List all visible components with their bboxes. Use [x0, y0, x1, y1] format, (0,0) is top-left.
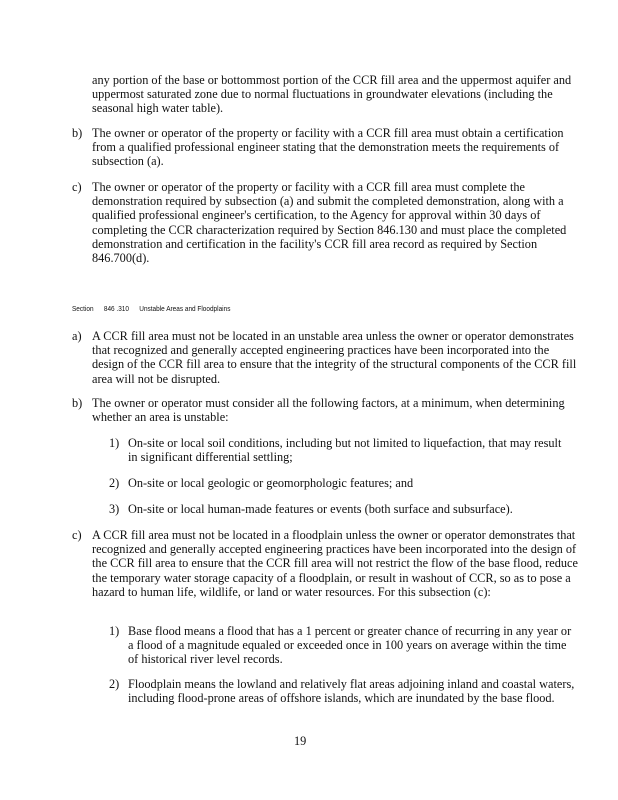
section-number: 846 .310 [103, 304, 129, 313]
list-number-c1: 1) [109, 624, 120, 638]
list-number-c2: 2) [109, 677, 120, 691]
paragraph-label-b-top: b) [72, 126, 83, 140]
list-item-b2: On-site or local geologic or geomorphologic features; and [128, 476, 414, 490]
list-item-c2: Floodplain means the lowland and relatively flat areas adjoining inland and coastal waters, including flood-prone areas of offshore islands, which are inundated by the base flood. [128, 677, 575, 706]
section-word: Section [72, 304, 94, 313]
paragraph-label-c: c) [72, 528, 82, 542]
list-item-c1: Base flood means a flood that has a 1 percent or greater chance of recurring in any year or a flood of a magnitude equaled or exceeded once in 100 years on average within the time of historical river level records. [128, 624, 572, 667]
section-heading [72, 304, 239, 314]
paragraph-b-top: The owner or operator of the property or facility with a CCR fill area must obtain a certification from a qualified professional engineer stating that the demonstration meets the requirements of subsection (a). [92, 126, 564, 169]
paragraph-c-top: The owner or operator of the property or facility with a CCR fill area must complete the demonstration required by subsection (a) and submit the completed demonstration, along with a qualified professional engineer's certification, to the Agency for approval within 30 days of completing the CCR characterization required by Section 846.130 and must place the completed demonstration and certification in the facility's CCR fill area record as required by Section 846.700(d). [92, 180, 567, 266]
section-title: Unstable Areas and Floodplains [139, 304, 231, 313]
paragraph-label-b: b) [72, 396, 83, 410]
page-number: 19 [294, 734, 307, 748]
intro-paragraph: any portion of the base or bottommost portion of the CCR fill area and the uppermost aquifer and uppermost saturated zone due to normal fluctuations in groundwater elevations (including the seasonal high water table). [92, 73, 572, 116]
paragraph-label-c-top: c) [72, 180, 82, 194]
paragraph-b: The owner or operator must consider all the following factors, at a minimum, when determining whether an area is unstable: [92, 396, 565, 425]
list-number-b3: 3) [109, 502, 120, 516]
paragraph-label-a: a) [72, 329, 82, 343]
paragraph-c: A CCR fill area must not be located in a floodplain unless the owner or operator demonstrates that recognized and generally accepted engineering practices have been incorporated into the design of the CCR fill area to ensure that the CCR fill area will not restrict the flow of the base flood, reduce the temporary water storage capacity of a floodplain, or result in washout of CCR, so as to pose a hazard to human life, wildlife, or land or water resources. For this subsection (c): [92, 528, 578, 599]
list-number-b2: 2) [109, 476, 120, 490]
list-number-b1: 1) [109, 436, 120, 450]
list-item-b1: On-site or local soil conditions, including but not limited to liquefaction, that may result in significant differential settling; [128, 436, 562, 465]
list-item-b3: On-site or local human-made features or events (both surface and subsurface). [128, 502, 513, 516]
paragraph-a: A CCR fill area must not be located in an unstable area unless the owner or operator demonstrates that recognized and generally accepted engineering practices have been incorporated into the design of the CCR fill area to ensure that the integrity of the structural components of the CCR fill area will not be disrupted. [92, 329, 577, 386]
